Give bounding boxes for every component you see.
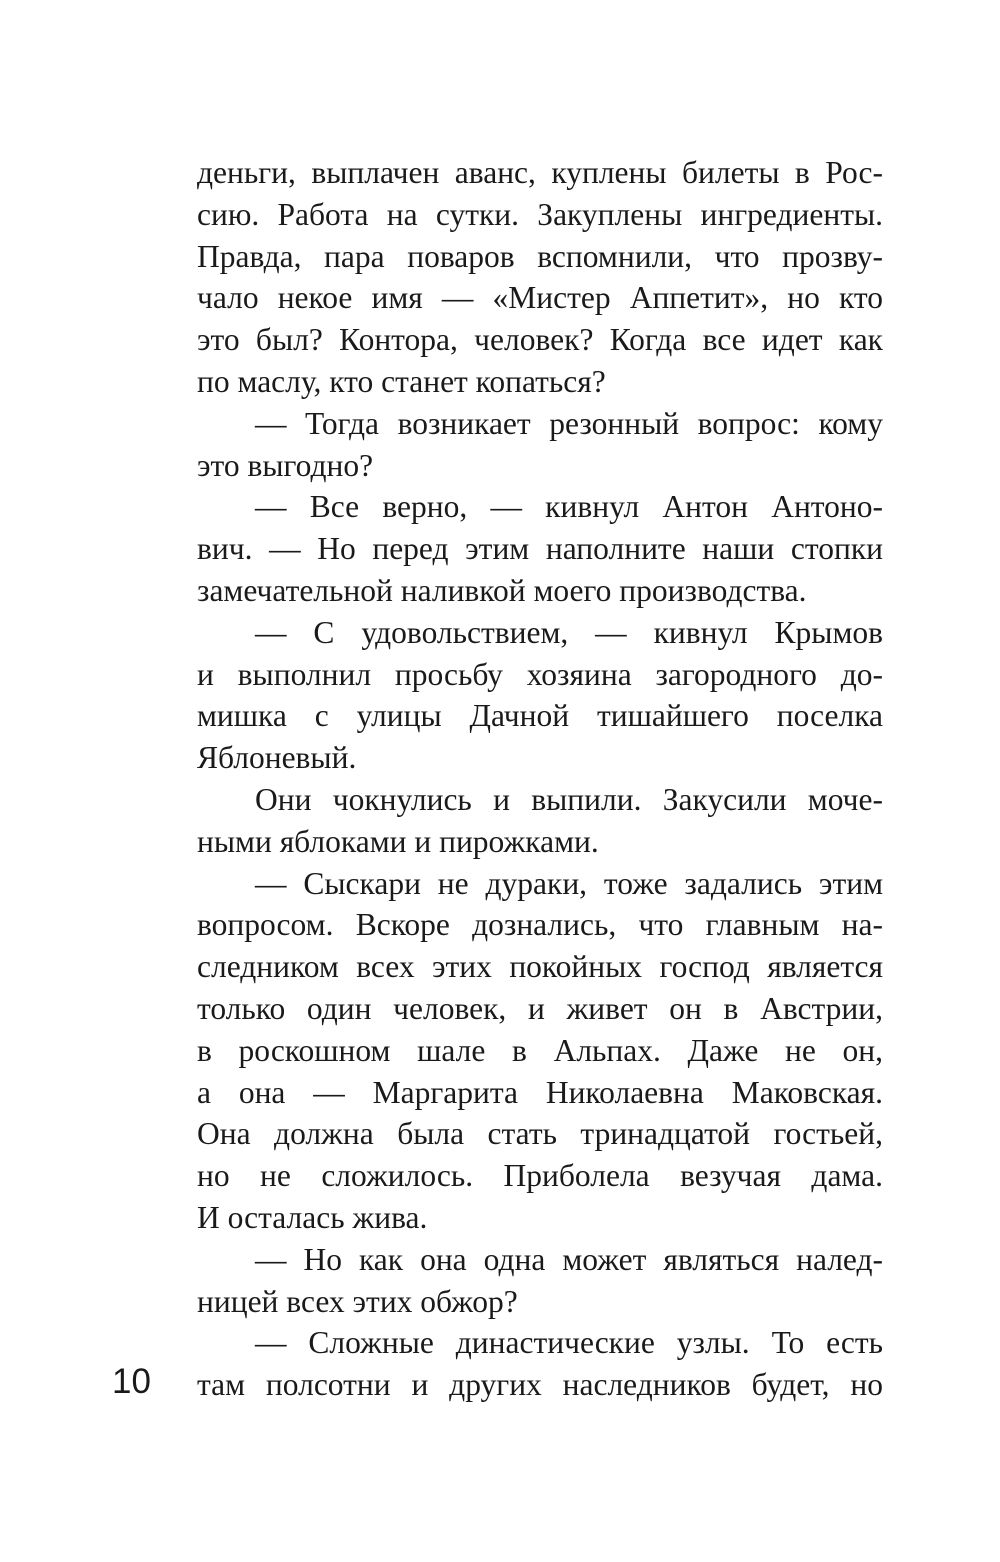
text-line: там полсотни и других наследников будет, но — [197, 1367, 883, 1403]
text-line: Они чокнулись и выпили. Закусили моче- — [255, 781, 883, 817]
text-line: по маслу, кто станет копаться? — [197, 363, 606, 399]
text-line: это выгодно? — [197, 447, 374, 483]
text-line: ницей всех этих обжор? — [197, 1283, 518, 1319]
text-line: замечательной наливкой моего производства. — [197, 572, 807, 608]
body-text — [197, 152, 883, 1406]
text-line: — Но как она одна может являться налед- — [255, 1241, 883, 1277]
text-line: только один человек, и живет он в Австрии, — [197, 990, 883, 1026]
text-line: сию. Работа на сутки. Закуплены ингредиенты. — [197, 196, 883, 232]
text-line: И осталась жива. — [197, 1199, 428, 1235]
text-line: — Тогда возникает резонный вопрос: кому — [255, 405, 883, 441]
text-line: Она должна была стать тринадцатой гостьей, — [197, 1116, 883, 1152]
text-line: в роскошном шале в Альпах. Даже не он, — [197, 1032, 883, 1068]
text-line: мишка с улицы Дачной тишайшего поселка — [197, 698, 883, 734]
text-line: деньги, выплачен аванс, куплены билеты в Рос- — [197, 155, 883, 190]
text-line: — Сложные династические узлы. То есть — [255, 1325, 883, 1361]
text-line: и выполнил просьбу хозяина загородного до- — [197, 656, 883, 692]
text-line: — Сыскари не дураки, тоже задались этим — [255, 865, 883, 901]
text-line: Правда, пара поваров вспомнили, что прозву- — [197, 238, 883, 274]
text-line: Яблоневый. — [197, 740, 357, 776]
text-line: ными яблоками и пирожками. — [197, 823, 599, 859]
text-line: это был? Контора, человек? Когда все идет как — [197, 322, 883, 358]
page-number: 10 — [112, 1362, 151, 1401]
text-line: но не сложилось. Приболела везучая дама. — [197, 1158, 883, 1194]
text-line: чало некое имя — «Мистер Аппетит», но кто — [197, 280, 883, 316]
text-line: следником всех этих покойных господ является — [197, 949, 883, 985]
text-line: — С удовольствием, — кивнул Крымов — [255, 614, 883, 650]
text-line: а она — Маргарита Николаевна Маковская. — [197, 1074, 883, 1110]
text-line: — Все верно, — кивнул Антон Антоно- — [255, 489, 883, 525]
text-line: вопросом. Вскоре дознались, что главным на- — [197, 907, 883, 943]
text-line: вич. — Но перед этим наполните наши стопки — [197, 531, 883, 567]
